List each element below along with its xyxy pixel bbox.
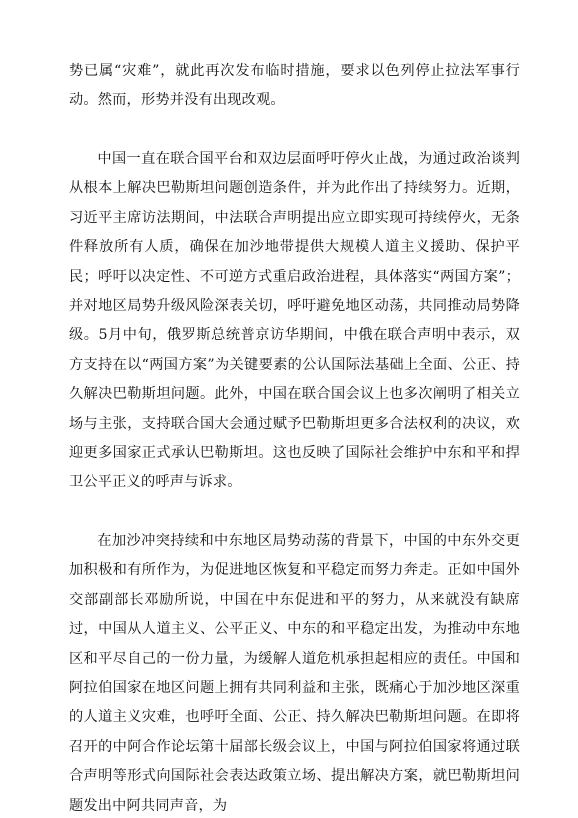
paragraph-continuation: 势已属“灾难”，就此再次发布临时措施，要求以色列停止拉法军事行动。然而，形势并没有出现改观。 (69, 63, 520, 109)
paragraph-china-middle-east-diplomacy: 在加沙冲突持续和中东地区局势动荡的背景下，中国的中东外交更加积极和有所作为，为促进地区恢复和平稳定而努力奔走。正如中国外交部副部长邓励所说，中国在中东促进和平的努力，从来就没有缺席过，中国从人道主义、公平正义、中东的和平稳定出发，为推动中东地区和平尽自己的一份力量，为缓解人道危机承担起相应的责任。中国和阿拉伯国家在地区问题上拥有共同利益和主张，既痛心于加沙地区深重的人道主义灾难，也呼吁全面、公正、持久解决巴勒斯坦问题。在即将召开的中阿合作论坛第十届部长级会议上，中国与阿拉伯国家将通过联合声明等形式向国际社会表达政策立场、提出解决方案，就巴勒斯坦问题发出中阿共同声音，为 (69, 533, 520, 814)
paragraph-china-ceasefire-efforts: 中国一直在联合国平台和双边层面呼吁停火止战，为通过政治谈判从根本上解决巴勒斯坦问题创造条件，并为此作出了持续努力。近期，习近平主席访法期间，中法联合声明提出应立即实现可持续停火，无条件释放所有人质，确保在加沙地带提供大规模人道主义援助、保护平民；呼吁以决定性、不可逆方式重启政治进程，具体落实“两国方案”；并对地区局势升级风险深表关切，呼吁避免地区动荡，共同推动局势降级。5月中旬，俄罗斯总统普京访华期间，中俄在联合声明中表示，双方支持在以“两国方案”为关键要素的公认国际法基础上全面、公正、持久解决巴勒斯坦问题。此外，中国在联合国会议上也多次阐明了相关立场与主张，支持联合国大会通过赋予巴勒斯坦更多合法权利的决议，欢迎更多国家正式承认巴勒斯坦。这也反映了国际社会维护中东和平和捍卫公平正义的呼声与诉求。 (69, 151, 520, 491)
